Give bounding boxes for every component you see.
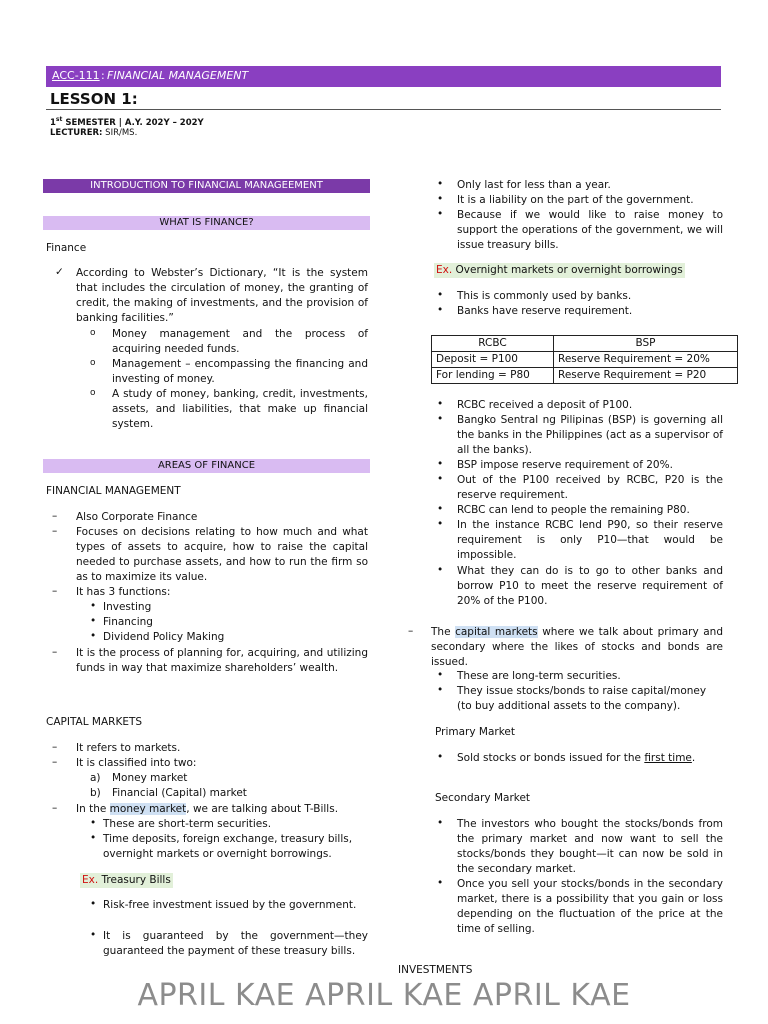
bullet-dot: •: [90, 929, 97, 941]
finance-sub-3: A study of money, banking, credit, investments, assets, and liabilities, that make up financial system.: [112, 388, 368, 430]
tb-bullet-2: It is guaranteed by the government—they guaranteed the payment of these treasury bills.: [103, 930, 368, 957]
bullet-dot: •: [437, 413, 444, 425]
semester-line: 1st SEMESTER | A.Y. 202Y – 202Y: [50, 116, 204, 128]
areas-of-finance-bar: AREAS OF FINANCE: [43, 459, 370, 473]
cm-type-b-letter: b): [90, 787, 101, 799]
bullet-dot: •: [437, 178, 444, 190]
fm-item-1: Also Corporate Finance: [76, 511, 198, 523]
table-cell: Reserve Requirement = 20%: [554, 352, 738, 368]
tb-bullet-1: Risk-free investment issued by the government.: [103, 899, 357, 911]
dash-bullet: –: [52, 802, 58, 814]
dash-bullet: –: [52, 585, 58, 597]
finance-definition: According to Webster’s Dictionary, “It is the system that includes the circulation of money, the granting of credit, the making of investments, and the provision of banking facilities.”: [76, 267, 368, 324]
what-is-finance-bar: WHAT IS FINANCE?: [43, 216, 370, 230]
bullet-dot: •: [437, 877, 444, 889]
bullet-dot: •: [437, 669, 444, 681]
table-header-bsp: BSP: [554, 336, 738, 352]
rcbc-bullet-7: What they can do is to go to other banks and borrow P10 to meet the reserve requirement of 20% of the P100.: [457, 565, 723, 607]
bullet-dot: •: [90, 898, 97, 910]
secondary-market-heading: Secondary Market: [435, 792, 531, 804]
bullet-dot: •: [437, 518, 444, 530]
dash-bullet: –: [52, 646, 58, 658]
rcbc-bullet-5: RCBC can lend to people the remaining P80.: [457, 504, 690, 516]
bullet-dot: •: [437, 684, 444, 696]
course-separator: :: [101, 69, 105, 82]
finance-sub-2: Management – encompassing the financing and investing of money.: [112, 358, 368, 385]
function-dividend: Dividend Policy Making: [103, 631, 225, 643]
circle-bullet-icon: o: [90, 388, 96, 398]
fm-item-4: It is the process of planning for, acquiring, and utilizing funds in way that maximize shareholders’ wealth.: [76, 647, 368, 674]
example-overnight: Ex. Overnight markets or overnight borrowings: [436, 264, 683, 276]
circle-bullet-icon: o: [90, 358, 96, 368]
bullet-dot: •: [437, 193, 444, 205]
dash-bullet: –: [52, 756, 58, 768]
intro-section-bar: INTRODUCTION TO FINANCIAL MANAGEEMENT: [43, 179, 370, 193]
capital-markets-heading: CAPITAL MARKETS: [46, 716, 143, 728]
cm-type-b: Financial (Capital) market: [112, 787, 247, 799]
cap-bullet-1: These are long-term securities.: [457, 670, 621, 682]
rcbc-bullet-3: BSP impose reserve requirement of 20%.: [457, 459, 673, 471]
cm-type-a: Money market: [112, 772, 188, 784]
tb-more-1: Only last for less than a year.: [457, 179, 611, 191]
bullet-dot: •: [90, 817, 97, 829]
circle-bullet-icon: o: [90, 328, 96, 338]
bullet-dot: •: [437, 751, 444, 763]
dash-bullet: –: [52, 525, 58, 537]
table-cell: Reserve Requirement = P20: [554, 368, 738, 384]
reserve-table: [431, 335, 738, 384]
bullet-dot: •: [437, 817, 444, 829]
capital-markets-highlight: capital markets: [455, 626, 538, 638]
rcbc-bullet-4: Out of the P100 received by RCBC, P20 is the reserve requirement.: [457, 474, 723, 501]
investments-heading: INVESTMENTS: [398, 964, 473, 976]
dash-bullet: –: [52, 741, 58, 753]
money-market-line: In the money market, we are talking about T-Bills.: [76, 803, 339, 815]
course-header-bar: [46, 66, 721, 87]
dash-bullet: –: [52, 510, 58, 522]
course-code: ACC-111: [52, 69, 100, 82]
bullet-dot: •: [90, 615, 97, 627]
header-divider: [46, 109, 721, 110]
bullet-dot: •: [437, 473, 444, 485]
fm-item-3: It has 3 functions:: [76, 586, 171, 598]
mm-bullet-1: These are short-term securities.: [103, 818, 272, 830]
tb-more-2: It is a liability on the part of the government.: [457, 194, 694, 206]
dash-bullet: –: [408, 625, 414, 637]
function-investing: Investing: [103, 601, 152, 613]
cap-bullet-2: They issue stocks/bonds to raise capital/money (to buy additional assets to the company).: [457, 685, 707, 712]
rcbc-bullet-1: RCBC received a deposit of P100.: [457, 399, 633, 411]
table-cell: For lending = P80: [432, 368, 554, 384]
cm-type-a-letter: a): [90, 772, 101, 784]
bullet-dot: •: [90, 630, 97, 642]
first-time-underline: first time: [644, 752, 692, 764]
bullet-dot: •: [437, 304, 444, 316]
fm-item-2: Focuses on decisions relating to how much and what types of assets to acquire, how to raise the capital needed to purchase assets, and how to run the firm so as to maximize its value.: [76, 526, 368, 583]
money-market-highlight: money market: [109, 803, 187, 815]
cm-item-2: It is classified into two:: [76, 757, 197, 769]
lesson-title: LESSON 1:: [50, 90, 138, 108]
on-bullet-1: This is commonly used by banks.: [457, 290, 632, 302]
bullet-dot: •: [437, 458, 444, 470]
mm-bullet-2: Time deposits, foreign exchange, treasury bills, overnight markets or overnight borrowings.: [103, 833, 353, 860]
bullet-dot: •: [437, 289, 444, 301]
on-bullet-2: Banks have reserve requirement.: [457, 305, 633, 317]
lecturer-line: LECTURER: SIR/MS.: [50, 128, 138, 138]
financial-management-heading: FINANCIAL MANAGEMENT: [46, 485, 181, 497]
table-cell: Deposit = P100: [432, 352, 554, 368]
secondary-bullet-2: Once you sell your stocks/bonds in the secondary market, there is a possibility that you gain or loss depending on the fluctuation of the price at the time of selling.: [457, 878, 723, 935]
primary-market-heading: Primary Market: [435, 726, 516, 738]
bullet-dot: •: [90, 832, 97, 844]
bullet-dot: •: [437, 398, 444, 410]
finance-sub-1: Money management and the process of acquiring needed funds.: [112, 328, 368, 355]
capital-markets-line: The capital markets where we talk about primary and secondary where the likes of stocks and bonds are issued.: [431, 626, 723, 668]
example-treasury-bills: Ex. Treasury Bills: [82, 874, 171, 886]
table-header-rcbc: RCBC: [432, 336, 554, 352]
function-financing: Financing: [103, 616, 153, 628]
bullet-dot: •: [437, 503, 444, 515]
cm-item-1: It refers to markets.: [76, 742, 181, 754]
bullet-dot: •: [437, 208, 444, 220]
primary-market-text: Sold stocks or bonds issued for the first time.: [457, 752, 696, 764]
bullet-dot: •: [437, 564, 444, 576]
finance-heading: Finance: [46, 242, 87, 254]
secondary-bullet-1: The investors who bought the stocks/bonds from the primary market and now want to sell the stocks/bonds they bought—it can now be sold in the secondary market.: [457, 818, 723, 875]
watermark: APRIL KAE APRIL KAE APRIL KAE: [137, 978, 631, 1013]
course-title: FINANCIAL MANAGEMENT: [107, 69, 249, 82]
rcbc-bullet-2: Bangko Sentral ng Pilipinas (BSP) is governing all the banks in the Philippines (act as a supervisor of all the banks).: [457, 414, 723, 456]
check-icon: ✓: [55, 266, 64, 278]
bullet-dot: •: [90, 600, 97, 612]
tb-more-3: Because if we would like to raise money to support the operations of the government, we will issue treasury bills.: [457, 209, 723, 251]
rcbc-bullet-6: In the instance RCBC lend P90, so their reserve requirement is only P10—that would be impossible.: [457, 519, 723, 561]
